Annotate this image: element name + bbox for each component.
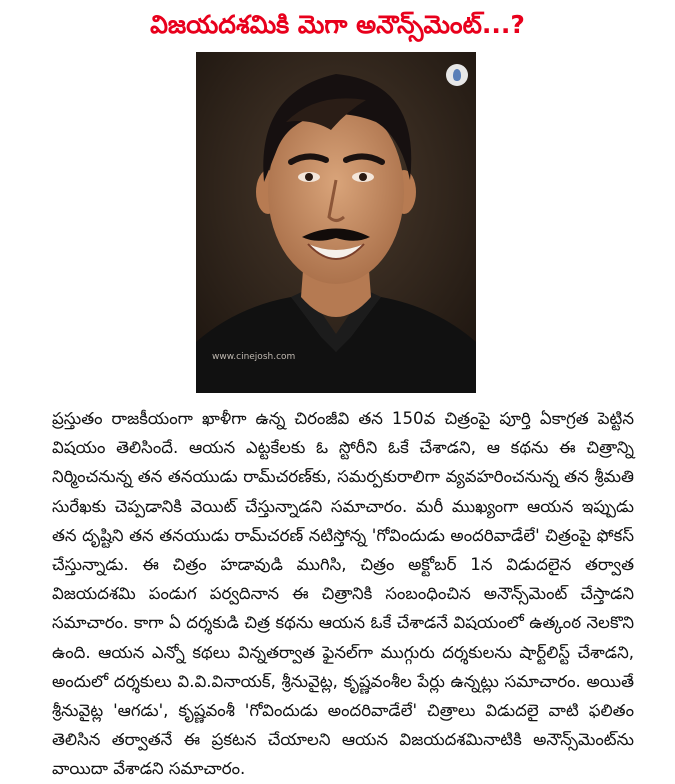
- portrait-photo: [196, 52, 476, 393]
- photo-watermark: www.cinejosh.com: [212, 352, 296, 362]
- watermark-logo-icon: [446, 64, 468, 86]
- page-title: విజయదశమికి మెగా అనౌన్స్‌మెంట్...?: [150, 10, 525, 39]
- article-body: ప్రస్తుతం రాజకీయంగా ఖాళీగా ఉన్న చిరంజీవి తన 150వ చిత్రంపై పూర్తి ఏకాగ్రత పెట్టిన విషయం తెలిసిందే. ఆయన ఎట్టకేలకు ఓ స్టోరీని ఓకే చేశాడని, ఆ కథను ఈ చిత్రాన్ని నిర్మించనున్న తన తనయుడు రామ్‌చరణ్‌కు, సమర్పకురాలిగా వ్యవహరించనున్న తన శ్రీమతి సురేఖకు చెప్పడానికి వెయిట్ చేస్తున్నాడని సమాచారం. మరీ ముఖ్యంగా ఆయన ఇప్పుడు తన దృష్టిని తన తనయుడు రామ్‌చరణ్ నటిస్తోన్న 'గోవిందుడు అందరివాడేలే' చిత్రంపై ఫోకస్ చేస్తున్నాడు. ఈ చిత్రం హడావుడి ముగిసి, చిత్రం అక్టోబర్ 1న విడుదలైన తర్వాత విజయదశమి పండుగ పర్వదినాన ఈ చిత్రానికి సంబంధించిన అనౌన్స్‌మెంట్ చేస్తాడని సమాచారం. కాగా ఏ దర్శకుడి చిత్ర కథను ఆయన ఓకే చేశాడనే విషయంలో ఉత్కంఠ నెలకొని ఉంది. ఆయన ఎన్నో కథలు విన్నతర్వాత ఫైనల్‌గా ముగ్గురు దర్శకులను షార్ట్‌లిస్ట్ చేశాడని, అందులో దర్శకులు వి.వి.వినాయక్, శ్రీనువైట్ల, కృష్ణవంశీల పేర్లు ఉన్నట్లు సమాచారం. అయితే శ్రీనువైట్ల 'ఆగడు', కృష్ణవంశీ 'గోవిందుడు అందరివాడేలే' చిత్రాలు విడుదలై వాటి ఫలితం తెలిసిన తర్వాతనే ఈ ప్రకటన చేయాలని ఆయన విజయదశమినాటికి అనౌన్స్‌మెంట్‌ను వాయిదా వేశాడని సమాచారం.: [52, 409, 634, 779]
